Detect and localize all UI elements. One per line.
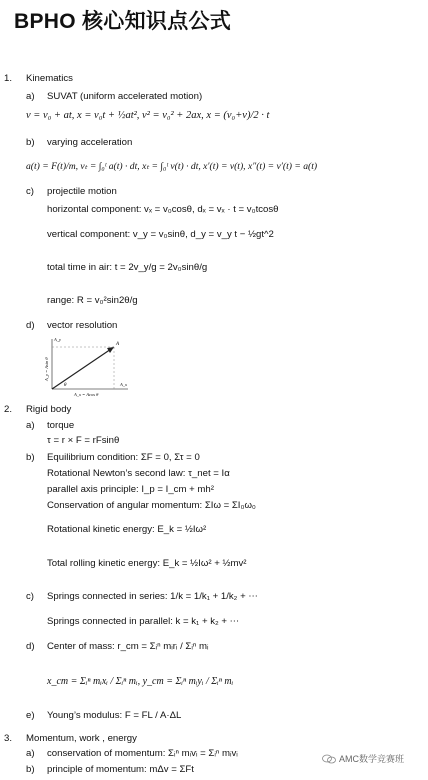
formula-parallel-axis: parallel axis principle: I_p = I_cm + mh² [47,484,214,495]
item-letter: b) [26,452,35,463]
item-letter: d) [26,320,35,331]
formula-rolling-ke: Total rolling kinetic energy: E_k = ½Iω² + ½mv² [47,558,247,569]
vector-resolution-diagram [44,337,130,397]
formula-suvat: v = v₀ + at, x = v₀t + ½at², v² = v₀² + 2ax, x = (v₀+v)/2 · t [26,110,270,121]
item-letter: a) [26,420,35,431]
item-letter: d) [26,641,35,652]
formula-range: range: R = v₀²sin2θ/g [47,295,138,306]
formula-springs-series: Springs connected in series: 1/k = 1/k₁ + 1/k₂ + ⋯ [47,591,258,602]
item-letter: b) [26,764,35,775]
item-heading: vector resolution [47,320,118,331]
watermark-text: AMC数学竞赛班 [339,754,404,764]
item-letter: a) [26,91,35,102]
section-number: 3. [4,733,13,744]
formula-equilibrium: Equilibrium condition: ΣF = 0, Στ = 0 [47,452,200,463]
formula-time-in-air: total time in air: t = 2v_y/g = 2v₀sinθ/g [47,262,208,273]
arrow-head [107,347,114,353]
section-number: 1. [4,73,13,84]
angle-label: θ [64,383,67,388]
formula-vertical: vertical component: v_y = v₀sinθ, d_y = v_y t − ½gt^2 [47,229,274,240]
formula-rotational-ke: Rotational kinetic energy: E_k = ½Iω² [47,524,207,535]
formula-rotational-newton: Rotational Newton’s second law: τ_net = Iα [47,468,230,479]
formula-torque: τ = r × F = rFsinθ [47,435,120,446]
vector-label: A [116,342,120,347]
item-heading: SUVAT (uniform accelerated motion) [47,91,203,102]
horizontal-component-label: A_x = Acos θ [74,392,99,397]
wechat-icon [322,754,336,764]
formula-center-of-mass: Center of mass: r_cm = Σᵢⁿ mᵢrᵢ / Σᵢⁿ mᵢ [47,641,209,652]
formula-principle-momentum: principle of momentum: mΔv = ΣFt [47,764,194,775]
section-heading: Kinematics [26,73,73,84]
x-axis-label: A_x [120,382,127,387]
section-heading: Momentum, work , energy [26,733,137,744]
item-heading: varying acceleration [47,137,133,148]
formula-varying-acceleration: a(t) = F(t)/m, vₜ = ∫₀ᵗ a(t) · dt, xₜ = ∫₀ᵗ v(t) · dt, x′(t) = v(t), x″(t) = v′(t) = a(t) [26,161,318,172]
vector-a-arrow [52,347,114,389]
section-heading: Rigid body [26,404,72,415]
item-letter: a) [26,748,35,759]
item-heading: torque [47,420,75,431]
formula-springs-parallel: Springs connected in parallel: k = k₁ + k₂ + ⋯ [47,616,240,627]
page-title: BPHO 核心知识点公式 [14,10,232,33]
watermark [322,752,404,765]
vertical-component-label: A_y = Asin θ [44,357,49,381]
item-letter: b) [26,137,35,148]
formula-youngs-modulus: Young’s modulus: F = FL / A·ΔL [47,710,182,721]
item-letter: e) [26,710,35,721]
formula-conservation-momentum: conservation of momentum: Σᵢⁿ mᵢvᵢ = Σᵢⁿ mᵢvᵢ [47,748,238,759]
formula-angular-momentum: Conservation of angular momentum: ΣIω = ΣI₀ω₀ [47,500,256,511]
item-letter: c) [26,186,34,197]
y-axis-label: A_y [54,337,61,342]
formula-horizontal: horizontal component: vₓ = v₀cosθ, dₓ = vₓ · t = v₀tcosθ [47,204,279,215]
formula-com-components: x_cm = Σᵢⁿ mᵢxᵢ / Σᵢⁿ mᵢ, y_cm = Σᵢⁿ mᵢyᵢ / Σᵢⁿ mᵢ [47,676,234,687]
section-number: 2. [4,404,13,415]
item-letter: c) [26,591,34,602]
item-heading: projectile motion [47,186,117,197]
